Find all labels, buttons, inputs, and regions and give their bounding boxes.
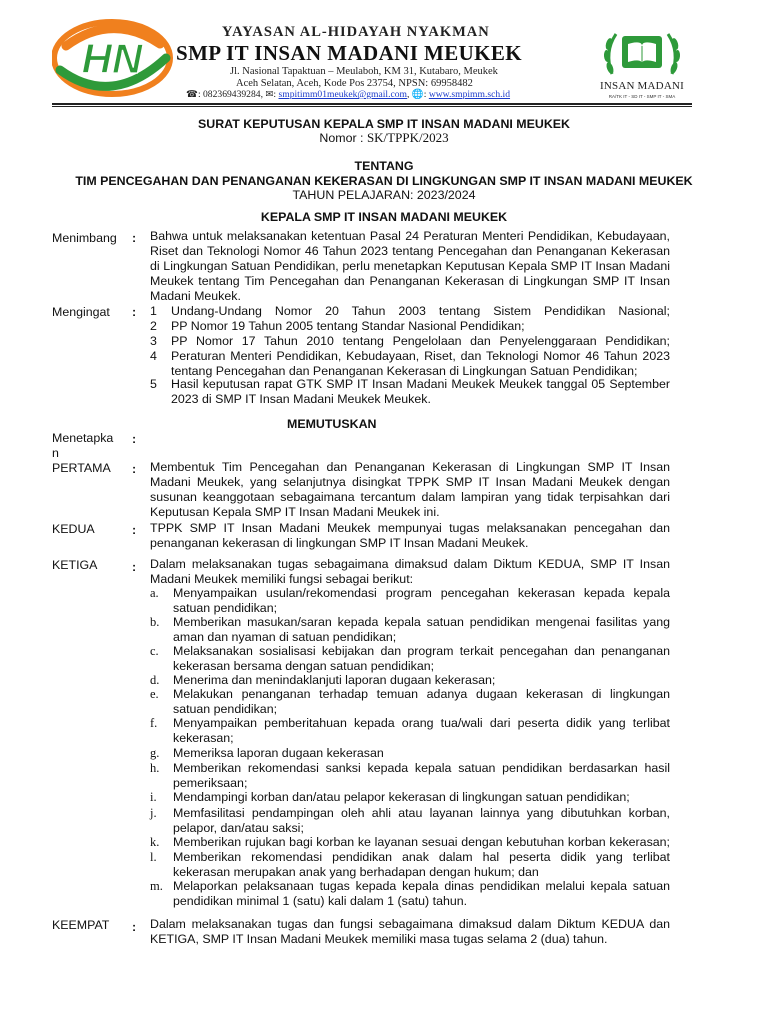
- item-letter: l.: [150, 850, 157, 864]
- text-line: penanganan kekerasan di lingkungan SMP IT Insan Madani Meukek.: [150, 536, 529, 550]
- item-letter: f.: [150, 716, 158, 730]
- item-letter: e.: [150, 687, 159, 701]
- text-line: Memfasilitasi pendampingan oleh ahli atau layanan lainnya yang dibutuhkan korban,: [173, 806, 670, 820]
- menimbang-label: Menimbang: [52, 231, 117, 245]
- text-line: Madani Meukek memiliki fungsi sebagai berikut:: [150, 572, 414, 586]
- decree-heading: SURAT KEPUTUSAN KEPALA SMP IT INSAN MADANI MEUKEK: [198, 117, 570, 131]
- email-link[interactable]: smpitimm01meukek@gmail.com: [278, 89, 407, 100]
- item-number: 5: [150, 377, 157, 391]
- foundation-name: YAYASAN AL-HIDAYAH NYAKMAN: [222, 24, 490, 40]
- address-line-2: Aceh Selatan, Aceh, Kode Pos 23754, NPSN: 69958482: [236, 78, 473, 89]
- kedua-label: KEDUA: [52, 522, 95, 536]
- text-line: Mendampingi korban dan/atau pelapor kekerasan di lingkungan satuan pendidikan;: [173, 790, 630, 804]
- text-line: Dalam melaksanakan tugas sebagaimana dimaksud dalam Diktum KEDUA, SMP IT Insan: [150, 557, 670, 571]
- text-line: pemeriksaan;: [173, 776, 248, 790]
- item-letter: c.: [150, 644, 159, 658]
- text-line: Menyampaikan usulan/rekomendasi program pencegahan kekerasan kepada kepala: [173, 586, 670, 600]
- pertama-text: [150, 460, 670, 520]
- menimbang-colon: :: [132, 231, 137, 245]
- text-line: satuan pendidikan;: [173, 601, 278, 615]
- decree-number-value: SK/TPPK/2023: [366, 130, 449, 145]
- decree-number: [0, 130, 768, 146]
- kedua-colon: :: [132, 523, 137, 537]
- text-line: pelapor, dan/atau saksi;: [173, 821, 304, 835]
- text-line: Menyampaikan pemberitahuan kepada orang tua/wali dari peserta didik yang terlibat: [173, 716, 670, 730]
- item-letter: j.: [150, 806, 157, 820]
- item-letter: m.: [150, 879, 163, 893]
- mengingat-label: Mengingat: [52, 305, 110, 319]
- authority-heading: KEPALA SMP IT INSAN MADANI MEUKEK: [260, 210, 508, 224]
- item-letter: h.: [150, 761, 160, 775]
- text-line: Memberikan rekomendasi sanksi kepada kepala satuan pendidikan berdasarkan hasil: [173, 761, 670, 775]
- item-letter: d.: [150, 673, 160, 687]
- text-line: 2023 di SMP IT Insan Madani Meukek Meukek.: [171, 392, 431, 406]
- item-number: 1: [150, 304, 157, 318]
- email-icon: ✉:: [265, 89, 277, 100]
- academic-year: TAHUN PELAJARAN: 2023/2024: [292, 188, 476, 202]
- text-line: Peraturan Menteri Pendidikan, Kebudayaan, Riset, dan Teknologi Nomor 46 Tahun 2023: [171, 349, 670, 363]
- text-line: kekerasan bersama dengan satuan pendidikan;: [173, 659, 435, 673]
- pertama-label: PERTAMA: [52, 461, 111, 475]
- pertama-colon: :: [132, 462, 137, 476]
- keempat-label: KEEMPAT: [52, 918, 110, 932]
- text-line: Memeriksa laporan dugaan kekerasan: [173, 746, 384, 760]
- item-number: 2: [150, 319, 157, 333]
- tentang-heading: TENTANG: [354, 159, 414, 173]
- text-line: Membentuk Tim Pencegahan dan Penanganan Kekerasan di Lingkungan SMP IT Insan: [150, 460, 670, 474]
- kedua-text: [150, 521, 670, 551]
- item-number: 4: [150, 349, 157, 363]
- phone: ☎: 082369439284,: [186, 89, 263, 100]
- text-line: Melakukan penanganan terhadap temuan adanya dugaan kekerasan di lingkungan: [173, 687, 670, 701]
- text-line: susunan keanggotaan sebagaimana tercantum dalam lampiran yang tidak terpisahkan dari: [150, 490, 670, 504]
- web-icon: , 🌐:: [407, 89, 427, 100]
- menetapkan-label-wrap: n: [52, 446, 59, 460]
- text-line: satuan pendidikan;: [173, 702, 278, 716]
- text-line: kekerasan;: [173, 731, 234, 745]
- ketiga-colon: :: [132, 560, 137, 574]
- right-logo-caption: INSAN MADANI: [600, 80, 684, 92]
- text-line: Melaporkan pelaksanaan tugas kepada kepala dinas pendidikan melalui kepala satuan: [173, 879, 670, 893]
- keempat-colon: :: [132, 920, 137, 934]
- ketiga-label: KETIGA: [52, 558, 98, 572]
- text-line: Madani Meukek.: [150, 289, 241, 303]
- right-logo-subcaption: RA/TK IT - SD IT - SMP IT - SMA: [608, 94, 676, 99]
- website-link[interactable]: www.smpimm.sch.id: [428, 89, 511, 100]
- hn-logo-icon: [52, 18, 174, 98]
- text-line: KETIGA, SMP IT Insan Madani Meukek memiliki masa tugas selama 2 (dua) tahun.: [150, 932, 608, 946]
- text-line: Keputusan Kepala SMP IT Insan Madani Meukek ini.: [150, 505, 440, 519]
- text-line: kekerasan merupakan anak yang berhadapan dengan hukum; dan: [173, 865, 539, 879]
- text-line: Dalam melaksanakan tugas dan fungsi sebagaimana dimaksud dalam Diktum KEDUA dan: [150, 917, 670, 931]
- text-line: Bahwa untuk melaksanakan ketentuan Pasal 24 Peraturan Menteri Pendidikan, Kebudayaan,: [150, 229, 670, 243]
- text-line: Undang-Undang Nomor 20 Tahun 2003 tentang Sistem Pendidikan Nasional;: [171, 304, 670, 318]
- item-letter: i.: [150, 790, 157, 804]
- menetapkan-colon: :: [132, 432, 137, 446]
- letterhead-divider-thin: [52, 106, 692, 107]
- decree-number-label: Nomor :: [319, 131, 367, 145]
- letterhead: [0, 0, 768, 108]
- menetapkan-label: Menetapka: [52, 431, 114, 445]
- memutuskan-heading: MEMUTUSKAN: [287, 417, 377, 431]
- text-line: Madani Meukek, yang selanjutnya disingkat TPPK SMP IT Insan Madani Meukek dengan: [150, 475, 670, 489]
- text-line: tentang Pencegahan dan Penanganan Kekerasan di Lingkungan Satuan Pendidikan;: [171, 364, 638, 378]
- item-letter: k.: [150, 835, 160, 849]
- text-line: pendidikan minimal 1 (satu) kali dalam 1 (satu) tahun.: [173, 894, 468, 908]
- contact-line: [186, 89, 510, 100]
- school-name: SMP IT INSAN MADANI MEUKEK: [176, 41, 523, 65]
- mengingat-colon: :: [132, 305, 137, 319]
- text-line: Melaksanakan sosialisasi kebijakan dan program terkait pencegahan dan penanganan: [173, 644, 670, 658]
- decree-subject: TIM PENCEGAHAN DAN PENANGANAN KEKERASAN DI LINGKUNGAN SMP IT INSAN MADANI MEUKEK: [75, 174, 693, 188]
- text-line: TPPK SMP IT Insan Madani Meukek mempunyai tugas melaksanakan pencegahan dan: [150, 521, 670, 535]
- text-line: PP Nomor 17 Tahun 2010 tentang Pengelolaan dan Penyelenggaraan Pendidikan;: [171, 334, 670, 348]
- text-line: PP Nomor 19 Tahun 2005 tentang Standar Nasional Pendidikan;: [171, 319, 525, 333]
- text-line: Meukek tentang Tim Pencegahan dan Penanganan Kekerasan di Lingkungan SMP IT Insan: [150, 274, 670, 288]
- text-line: Menerima dan menindaklanjuti laporan dugaan kekerasan;: [173, 673, 496, 687]
- text-line: Memberikan rekomendasi pendidikan anak dalam hal peserta didik yang terlibat: [173, 850, 670, 864]
- address-line-1: Jl. Nasional Tapaktuan – Meulaboh, KM 31, Kutabaro, Meukek: [230, 66, 498, 77]
- letterhead-divider: [52, 103, 692, 105]
- text-line: Riset dan Teknologi Nomor 46 Tahun 2023 tentang Pencegahan dan Penanganan Kekerasan: [150, 244, 670, 258]
- item-letter: g.: [150, 746, 160, 760]
- text-line: aman dan nyaman di satuan pendidikan;: [173, 630, 397, 644]
- item-letter: a.: [150, 586, 159, 600]
- text-line: Memberikan rujukan bagi korban ke layanan sesuai dengan kebutuhan korban kekerasan;: [173, 835, 670, 849]
- item-letter: b.: [150, 615, 160, 629]
- text-line: Hasil keputusan rapat GTK SMP IT Insan Madani Meukek Meukek tanggal 05 September: [171, 377, 670, 391]
- logo-text: HN: [81, 35, 143, 82]
- keempat-text: [150, 917, 670, 947]
- text-line: Memberikan masukan/saran kepada kepala satuan pendidikan mengenai fasilitas yang: [173, 615, 670, 629]
- text-line: di Lingkungan Satuan Pendidikan, perlu menetapkan Keputusan Kepala SMP IT Insan Madani: [150, 259, 670, 273]
- item-number: 3: [150, 334, 157, 348]
- menimbang-text: [150, 229, 670, 304]
- ketiga-text: [150, 557, 670, 587]
